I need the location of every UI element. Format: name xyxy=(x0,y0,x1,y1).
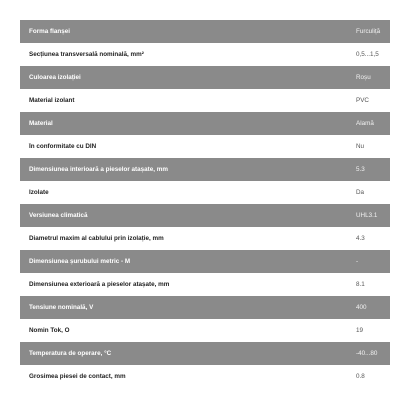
spec-value: Alamă xyxy=(356,120,374,127)
spec-value: 0.8 xyxy=(356,373,365,380)
spec-label: Material xyxy=(29,120,53,127)
table-row xyxy=(20,342,390,365)
spec-value: 0,5...1,5 xyxy=(356,51,379,58)
spec-label: În conformitate cu DIN xyxy=(29,143,97,150)
spec-label: Forma flanșei xyxy=(29,28,70,35)
spec-value: 19 xyxy=(356,327,364,334)
spec-value: 5.3 xyxy=(356,166,365,173)
spec-value: - xyxy=(356,258,359,265)
table-row xyxy=(20,66,390,89)
spec-table xyxy=(20,20,390,388)
spec-label: Dimensiunea șurubului metric - M xyxy=(29,258,131,265)
table-row xyxy=(20,135,390,158)
spec-label: Tensiune nominală, V xyxy=(29,304,94,311)
spec-label: Versiunea climatică xyxy=(29,212,88,219)
spec-value: Nu xyxy=(356,143,365,150)
spec-label: Dimensiunea interioară a pieselor atașate, mm xyxy=(29,166,168,173)
spec-value: UHL3.1 xyxy=(356,212,378,219)
table-row xyxy=(20,43,390,66)
spec-value: Da xyxy=(356,189,365,196)
spec-label: Culoarea izolației xyxy=(29,74,81,81)
spec-value: PVC xyxy=(356,97,369,104)
spec-label: Material izolant xyxy=(29,97,75,104)
spec-value: Furculiță xyxy=(356,28,381,35)
table-row xyxy=(20,181,390,204)
spec-label: Nomin Tok, O xyxy=(29,327,70,334)
spec-value: 4.3 xyxy=(356,235,365,242)
table-row xyxy=(20,158,390,181)
spec-label: Secțiunea transversală nominală, mm² xyxy=(29,51,144,58)
spec-label: Izolate xyxy=(29,189,49,196)
spec-value: 8.1 xyxy=(356,281,365,288)
table-row xyxy=(20,89,390,112)
table-row xyxy=(20,250,390,273)
spec-value: 400 xyxy=(356,304,367,311)
spec-label: Dimensiunea exterioară a pieselor atașate, mm xyxy=(29,281,170,288)
spec-label: Temperatura de operare, °C xyxy=(29,350,112,357)
spec-value: Roșu xyxy=(356,74,371,81)
table-row xyxy=(20,319,390,342)
table-row xyxy=(20,112,390,135)
spec-label: Diametrul maxim al cablului prin izolație, mm xyxy=(29,235,164,242)
table-row xyxy=(20,365,390,388)
table-row xyxy=(20,227,390,250)
table-row xyxy=(20,204,390,227)
spec-value: -40...80 xyxy=(356,350,378,357)
table-row xyxy=(20,20,390,43)
spec-label: Grosimea piesei de contact, mm xyxy=(29,373,126,380)
table-row xyxy=(20,296,390,319)
table-row xyxy=(20,273,390,296)
